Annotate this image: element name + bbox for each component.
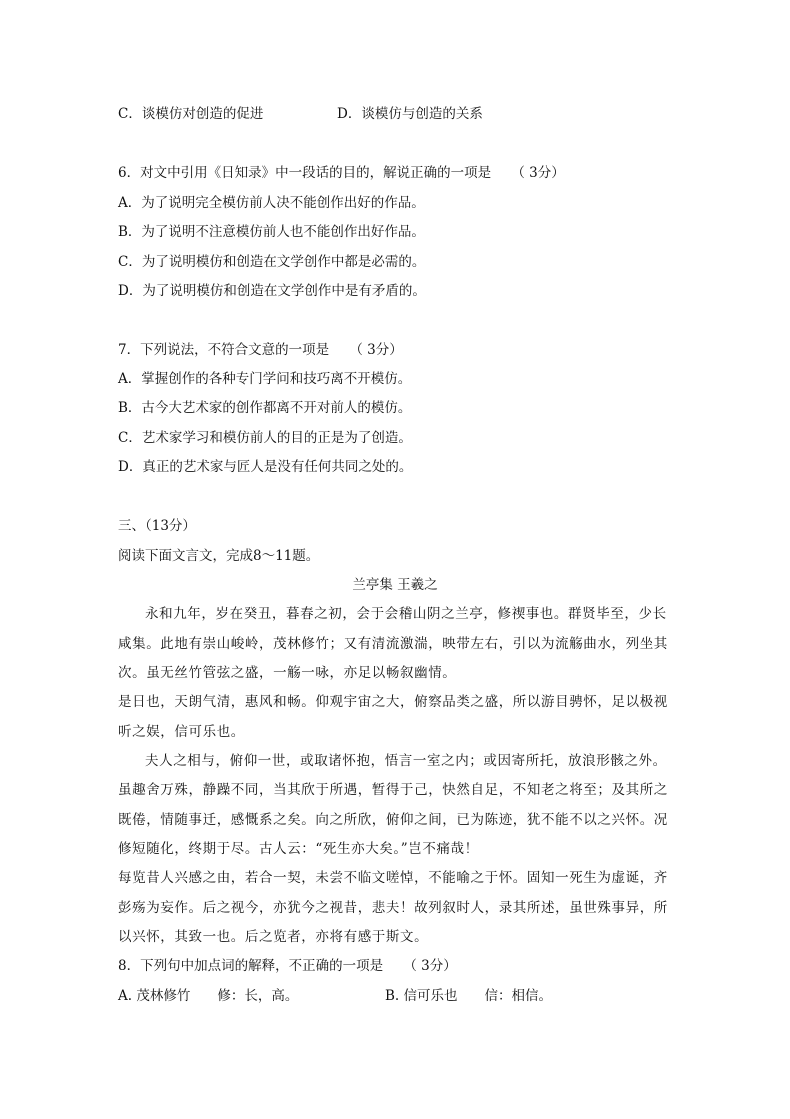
passage-line: 以兴怀，其致一也。后之览者，亦将有感于斯文。 — [118, 929, 429, 945]
q8-stem: 8．下列句中加点词的解释，不正确的一项是 （ 3分） — [118, 958, 457, 974]
q7-option-b: B．古今大艺术家的创作都离不开对前人的模仿。 — [118, 400, 412, 416]
q6-stem: 6．对文中引用《日知录》中一段话的目的，解说正确的一项是 （ 3分） — [118, 165, 565, 181]
passage-line: 咸集。此地有崇山峻岭，茂林修竹；又有清流激湍，映带左右，引以为流觞曲水，列坐其 — [118, 636, 668, 652]
passage-line: 次。虽无丝竹管弦之盛，一觞一咏，亦足以畅叙幽情。 — [118, 665, 457, 681]
q5-option-c: C．谈模仿对创造的促进 — [118, 106, 264, 122]
passage-title: 兰亭集 王羲之 — [352, 577, 438, 593]
q6-option-d: D．为了说明模仿和创造在文学创作中是有矛盾的。 — [118, 283, 426, 299]
section-instruction: 阅读下面文言文，完成8～11题。 — [118, 548, 320, 564]
q6-option-b: B．为了说明不注意模仿前人也不能创作出好作品。 — [118, 224, 425, 240]
passage-line: 是日也，天朗气清，惠风和畅。仰观宇宙之大，俯察品类之盛，所以游目骋怀，足以极视 — [118, 694, 668, 710]
passage-line: 听之娱，信可乐也。 — [118, 724, 245, 740]
q7-option-a: A．掌握创作的各种专门学问和技巧离不开模仿。 — [118, 371, 412, 387]
q5-option-d: D．谈模仿与创造的关系 — [337, 106, 483, 122]
passage-line: 彭殇为妄作。后之视今，亦犹今之视昔，悲夫！故列叙时人，录其所述，虽世殊事异，所 — [118, 900, 668, 916]
q7-option-d: D．真正的艺术家与匠人是没有任何共同之处的。 — [118, 459, 413, 475]
passage-line: 修短随化，终期于尽。古人云：“死生亦大矣。”岂不痛哉！ — [118, 841, 479, 857]
q6-option-c: C．为了说明模仿和创造在文学创作中都是必需的。 — [118, 254, 426, 270]
q8-option-b: B. 信可乐也 信：相信。 — [385, 988, 553, 1004]
passage-line: 每览昔人兴感之由，若合一契，未尝不临文嗟悼，不能喻之于怀。固知一死生为虚诞，齐 — [118, 870, 668, 886]
q6-option-a: A．为了说明完全模仿前人决不能创作出好的作品。 — [118, 195, 425, 211]
passage-line: 永和九年，岁在癸丑，暮春之初，会于会稽山阴之兰亭，修禊事也。群贤毕至，少长 — [145, 606, 667, 622]
passage-line: 夫人之相与，俯仰一世，或取诸怀抱，悟言一室之内；或因寄所托，放浪形骸之外。 — [145, 753, 667, 769]
q7-option-c: C．艺术家学习和模仿前人的目的正是为了创造。 — [118, 430, 412, 446]
q7-stem: 7．下列说法，不符合文意的一项是 （ 3分） — [118, 342, 403, 358]
section-heading: 三、（13分） — [118, 518, 196, 534]
q8-option-a: A. 茂林修竹 修：长，高。 — [118, 988, 299, 1004]
passage-line: 虽趣舍万殊，静躁不同，当其欣于所遇，暂得于己，快然自足，不知老之将至；及其所之 — [118, 782, 668, 798]
passage-line: 既倦，情随事迁，感慨系之矣。向之所欣，俯仰之间，已为陈迹，犹不能不以之兴怀。况 — [118, 812, 668, 828]
